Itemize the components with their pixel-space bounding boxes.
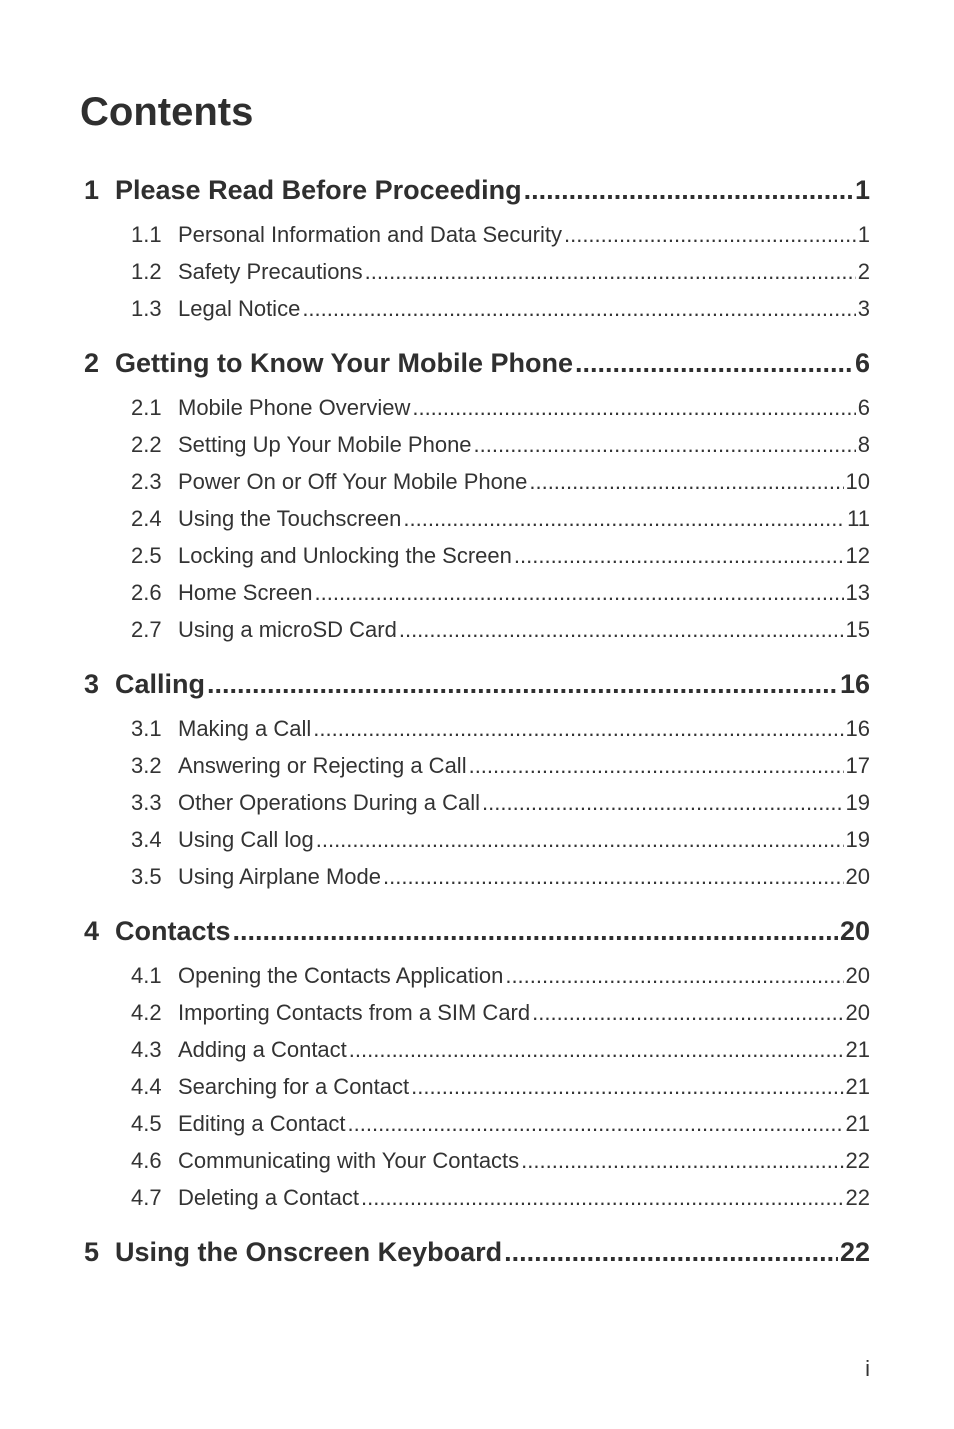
toc-chapter-1[interactable]	[84, 168, 870, 212]
section-number: 2.1	[131, 395, 162, 420]
dot-leader	[532, 994, 843, 1031]
section-page-number: 3	[857, 296, 870, 321]
section-title: Locking and Unlocking the Screen	[178, 543, 512, 568]
toc-section-3-2[interactable]	[84, 747, 870, 784]
section-title: Importing Contacts from a SIM Card	[178, 1000, 531, 1025]
dot-leader	[233, 909, 838, 953]
dot-leader	[504, 1230, 838, 1274]
section-title: Safety Precautions	[178, 259, 363, 284]
section-page-number: 20	[845, 963, 870, 988]
toc-section-4-5[interactable]	[84, 1105, 870, 1142]
dot-leader	[411, 1068, 843, 1105]
section-number: 3.1	[131, 716, 162, 741]
section-page-number: 10	[845, 469, 870, 494]
dot-leader	[505, 957, 843, 994]
chapter-title: Please Read Before Proceeding	[115, 175, 522, 205]
dot-leader	[383, 858, 844, 895]
section-title: Making a Call	[178, 716, 312, 741]
dot-leader	[575, 341, 853, 385]
dot-leader	[482, 784, 843, 821]
toc-section-2-4[interactable]	[84, 500, 870, 537]
section-title: Personal Information and Data Security	[178, 222, 562, 247]
section-number: 4.6	[131, 1148, 162, 1173]
section-title: Home Screen	[178, 580, 313, 605]
section-number: 1.3	[131, 296, 162, 321]
section-title: Using Call log	[178, 827, 314, 852]
toc-section-4-7[interactable]	[84, 1179, 870, 1216]
section-number: 2.3	[131, 469, 162, 494]
page-title: Contents	[80, 90, 254, 134]
chapter-page-number: 6	[854, 348, 870, 378]
section-title: Communicating with Your Contacts	[178, 1148, 520, 1173]
section-page-number: 19	[845, 827, 870, 852]
toc-section-2-5[interactable]	[84, 537, 870, 574]
section-page-number: 21	[845, 1111, 870, 1136]
chapter-title: Calling	[115, 669, 206, 699]
section-number: 4.3	[131, 1037, 162, 1062]
toc-section-1-3[interactable]	[84, 290, 870, 327]
section-number: 2.5	[131, 543, 162, 568]
toc-section-4-6[interactable]	[84, 1142, 870, 1179]
section-title: Answering or Rejecting a Call	[178, 753, 467, 778]
toc-section-3-3[interactable]	[84, 784, 870, 821]
section-page-number: 12	[845, 543, 870, 568]
toc-section-3-4[interactable]	[84, 821, 870, 858]
dot-leader	[469, 747, 844, 784]
dot-leader	[412, 389, 855, 426]
chapter-page-number: 20	[839, 916, 870, 946]
toc-section-2-7[interactable]	[84, 611, 870, 648]
section-title: Other Operations During a Call	[178, 790, 481, 815]
section-page-number: 17	[845, 753, 870, 778]
section-title: Editing a Contact	[178, 1111, 346, 1136]
chapter-page-number: 16	[839, 669, 870, 699]
dot-leader	[348, 1105, 844, 1142]
dot-leader	[521, 1142, 843, 1179]
section-title: Using the Touchscreen	[178, 506, 402, 531]
chapter-number: 4	[84, 916, 100, 946]
section-page-number: 2	[857, 259, 870, 284]
section-number: 4.4	[131, 1074, 162, 1099]
section-title: Power On or Off Your Mobile Phone	[178, 469, 528, 494]
toc-section-2-2[interactable]	[84, 426, 870, 463]
toc-section-4-4[interactable]	[84, 1068, 870, 1105]
dot-leader	[403, 500, 845, 537]
section-number: 4.7	[131, 1185, 162, 1210]
dot-leader	[514, 537, 844, 574]
section-title: Adding a Contact	[178, 1037, 347, 1062]
section-number: 4.5	[131, 1111, 162, 1136]
section-page-number: 22	[845, 1185, 870, 1210]
section-title: Deleting a Contact	[178, 1185, 359, 1210]
dot-leader	[529, 463, 843, 500]
section-page-number: 11	[847, 506, 870, 531]
section-title: Searching for a Contact	[178, 1074, 410, 1099]
toc-section-1-1[interactable]	[84, 216, 870, 253]
section-number: 3.5	[131, 864, 162, 889]
dot-leader	[302, 290, 855, 327]
toc-section-2-3[interactable]	[84, 463, 870, 500]
chapter-number: 1	[84, 175, 100, 205]
section-number: 1.2	[131, 259, 162, 284]
toc-section-4-1[interactable]	[84, 957, 870, 994]
section-number: 4.2	[131, 1000, 162, 1025]
section-title: Legal Notice	[178, 296, 301, 321]
section-title: Using a microSD Card	[178, 617, 397, 642]
section-number: 2.7	[131, 617, 162, 642]
dot-leader	[361, 1179, 844, 1216]
section-page-number: 21	[845, 1074, 870, 1099]
table-of-contents	[84, 168, 870, 1274]
dot-leader	[207, 662, 838, 706]
chapter-title: Contacts	[115, 916, 231, 946]
section-page-number: 8	[857, 432, 870, 457]
chapter-number: 5	[84, 1237, 100, 1267]
section-number: 2.6	[131, 580, 162, 605]
toc-section-1-2[interactable]	[84, 253, 870, 290]
section-page-number: 15	[845, 617, 870, 642]
section-title: Mobile Phone Overview	[178, 395, 411, 420]
dot-leader	[474, 426, 856, 463]
toc-chapter-4[interactable]	[84, 909, 870, 953]
toc-section-4-3[interactable]	[84, 1031, 870, 1068]
section-number: 3.3	[131, 790, 162, 815]
section-page-number: 16	[845, 716, 870, 741]
chapter-page-number: 1	[854, 175, 870, 205]
section-page-number: 21	[845, 1037, 870, 1062]
section-page-number: 13	[845, 580, 870, 605]
section-number: 4.1	[131, 963, 162, 988]
chapter-number: 2	[84, 348, 100, 378]
section-title: Opening the Contacts Application	[178, 963, 504, 988]
section-title: Using Airplane Mode	[178, 864, 382, 889]
section-page-number: 19	[845, 790, 870, 815]
toc-section-2-1[interactable]	[84, 389, 870, 426]
section-page-number: 20	[845, 864, 870, 889]
section-number: 2.4	[131, 506, 162, 531]
dot-leader	[564, 216, 856, 253]
section-page-number: 1	[857, 222, 870, 247]
dot-leader	[349, 1031, 844, 1068]
dot-leader	[315, 574, 844, 611]
dot-leader	[313, 710, 843, 747]
chapter-title: Using the Onscreen Keyboard	[115, 1237, 503, 1267]
toc-chapter-3[interactable]	[84, 662, 870, 706]
toc-chapter-2[interactable]	[84, 341, 870, 385]
toc-section-4-2[interactable]	[84, 994, 870, 1031]
toc-chapter-5[interactable]	[84, 1230, 870, 1274]
dot-leader	[399, 611, 844, 648]
toc-section-3-5[interactable]	[84, 858, 870, 895]
section-number: 2.2	[131, 432, 162, 457]
chapter-number: 3	[84, 669, 100, 699]
toc-section-2-6[interactable]	[84, 574, 870, 611]
section-number: 3.4	[131, 827, 162, 852]
section-page-number: 22	[845, 1148, 870, 1173]
section-page-number: 20	[845, 1000, 870, 1025]
page-number: i	[865, 1356, 870, 1381]
toc-section-3-1[interactable]	[84, 710, 870, 747]
section-number: 3.2	[131, 753, 162, 778]
dot-leader	[316, 821, 844, 858]
section-title: Setting Up Your Mobile Phone	[178, 432, 472, 457]
dot-leader	[365, 253, 856, 290]
chapter-page-number: 22	[839, 1237, 870, 1267]
section-number: 1.1	[131, 222, 162, 247]
chapter-title: Getting to Know Your Mobile Phone	[115, 348, 573, 378]
section-page-number: 6	[857, 395, 870, 420]
dot-leader	[524, 168, 853, 212]
